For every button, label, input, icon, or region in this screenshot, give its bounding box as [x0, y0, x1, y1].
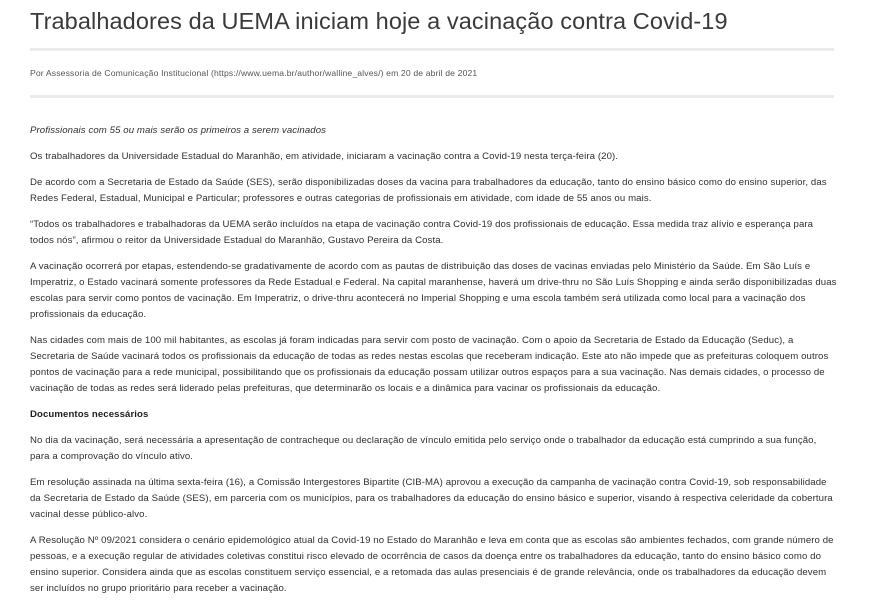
page-title: Trabalhadores da UEMA iniciam hoje a vacinação contra Covid-19	[30, 8, 728, 34]
article-paragraph: Nas cidades com mais de 100 mil habitantes, as escolas já foram indicadas para servir com posto de vacinação. Com o apoio da Secretaria de Estado da Educação (Seduc), a Secretaria de Saúde vacinará todos os profissionais da educação de todas as redes nestas escolas que receberam indicação. Este ato não impede que as prefeituras coloquem outros pontos de vacinação para a rede municipal, possibilitando que os profissionais da educação possam utilizar outros espaços para a sua vacinação. Nas demais cidades, o processo de vacinação de todas as redes será liderado pelas prefeituras, que determinarão os locais e a dinâmica para vacinar os profissionais da educação.	[30, 335, 829, 394]
article-body	[30, 98, 845, 597]
article-paragraph: “Todos os trabalhadores e trabalhadoras da UEMA serão incluídos na etapa de vacinação contra Covid-19 dos profissionais de educação. Essa medida traz alívio e esperança para todos nós”, afirmou o reitor da Universidade Estadual do Maranhão, Gustavo Pereira da Costa.	[30, 219, 814, 246]
article-lede: Profissionais com 55 ou mais serão os primeiros a serem vacinados	[30, 125, 327, 136]
article-byline: Por Assessoria de Comunicação Institucional (https://www.uema.br/author/walline_alves/) em 20 de abril de 2021	[30, 68, 478, 78]
article-paragraph: A Resolução Nº 09/2021 considera o cenário epidemológico atual da Covid-19 no Estado do Maranhão e leva em conta que as escolas são ambientes fechados, com grande número de pessoas, e a execução regular de atividades coletivas constitui risco elevado de ocorrência de casos da doença entre os trabalhadores da educação, tanto do ensino básico como do ensino superior. Considera ainda que as escolas constituem serviço essencial, e a retomada das aulas presenciais é de grande relevância, onde os trabalhadores da educação devem ser incluídos no grupo prioritário para receber a vacinação.	[30, 535, 834, 594]
article-paragraph: No dia da vacinação, será necessária a apresentação de contracheque ou declaração de vínculo emitida pelo serviço onde o trabalhador da educação está cumprindo a sua função, para a comprovação do vínculo ativo.	[30, 435, 817, 462]
section-heading-documentos-necessarios: Documentos necessários	[30, 409, 149, 420]
article-paragraph: A vacinação ocorrerá por etapas, estendendo-se gradativamente de acordo com as pautas de distribuição das doses de vacinas enviadas pelo Ministério da Saúde. Em São Luís e Imperatriz, o Estado vacinará somente professores da Rede Estadual e Federal. Na capital maranhense, haverá um drive-thru no São Luís Shopping e ainda serão disponibilizadas duas escolas para servir como pontos de vacinação. Em Imperatriz, o drive-thru acontecerá no Imperial Shopping e uma escola também será utilizada como local para a vacinação dos profissionais da educação.	[30, 261, 837, 320]
article-paragraph: Em resolução assinada na última sexta-feira (16), a Comissão Intergestores Bipartite (CIB-MA) aprovou a execução da campanha de vacinação contra Covid-19, sob responsabilidade da Secretaria de Estado da Saúde (SES), em parceria com os municípios, para os trabalhadores da educação do ensino básico e superior, visando à respectiva celeridade da cobertura vacinal desse público-alvo.	[30, 477, 833, 520]
article-paragraph: Os trabalhadores da Universidade Estadual do Maranhão, em atividade, iniciaram a vacinação contra a Covid-19 nesta terça-feira (20).	[30, 151, 619, 162]
article-paragraph: De acordo com a Secretaria de Estado da Saúde (SES), serão disponibilizadas doses da vacina para trabalhadores da educação, tanto do ensino básico como do ensino superior, das Redes Federal, Estadual, Municipal e Particular; professores e outras categorias de profissionais em atividade, com idade de 55 anos ou mais.	[30, 177, 827, 204]
